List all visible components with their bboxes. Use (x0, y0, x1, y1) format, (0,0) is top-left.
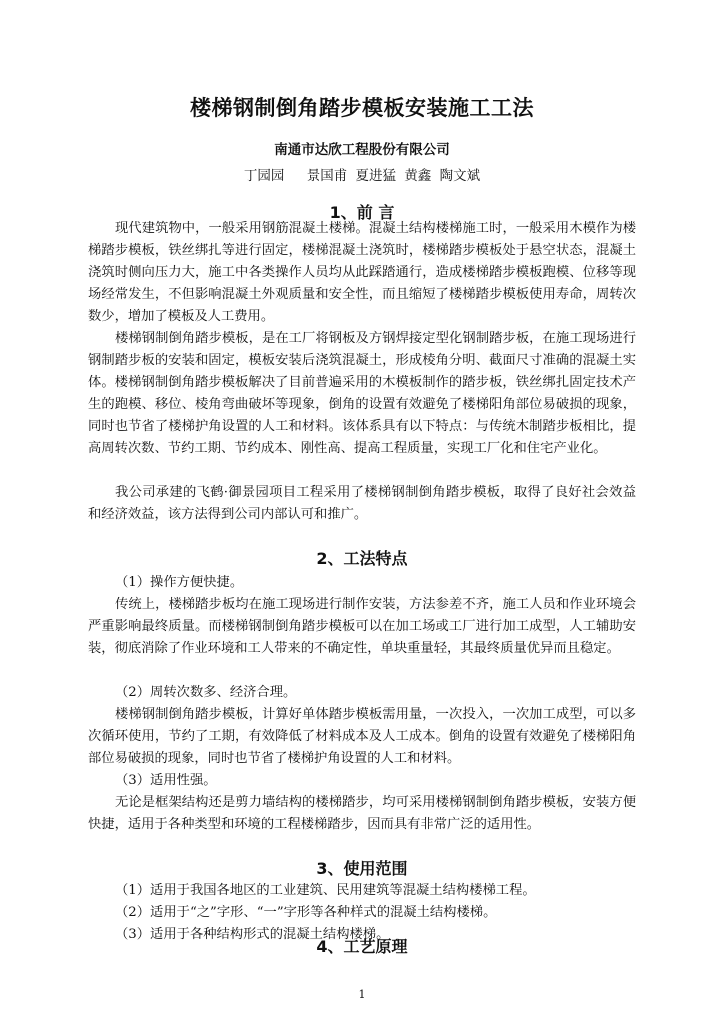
page-number: 1 (358, 988, 366, 1001)
paragraph: 我公司承建的飞鹤·御景园项目工程采用了楼梯钢制倒角踏步模板，取得了良好社会效益和经济效益，该方法得到公司内部认可和推广。 (88, 485, 636, 522)
section-heading-features: 2、工法特点 (316, 549, 408, 568)
paragraph: 传统上，楼梯踏步板均在施工现场进行制作安装，方法参差不齐，施工人员和作业环境会严重影响最终质量。而楼梯钢制倒角踏步模板可以在加工场或工厂进行加工成型，人工辅助安装，彻底消除了作业环境和工人带来的不确定性，单块重量轻，其最终质量优异而且稳定。 (88, 597, 636, 656)
list-item: （3）适用于各种结构形式的混凝土结构楼梯。 (115, 927, 390, 942)
paragraph: （1）操作方便快捷。 (115, 575, 244, 590)
section-heading-principle: 4、工艺原理 (316, 937, 408, 956)
author-name: 黄鑫 (404, 168, 432, 184)
author-list (0, 164, 724, 184)
section-heading-preface: 1、前 言 (329, 203, 395, 222)
paragraph: 现代建筑物中，一般采用钢筋混凝土楼梯。混凝土结构楼梯施工时，一般采用木模作为楼梯踏步模板，铁丝绑扎等进行固定，楼梯混凝土浇筑时，楼梯踏步模板处于悬空状态，混凝土浇筑时侧向压力大，施工中各类操作人员均从此踩踏通行，造成楼梯踏步模板跑模、位移等现场经常发生，不但影响混凝土外观质量和安全性，而且缩短了楼梯踏步模板使用寿命，周转次数少，增加了模板及人工费用。 (88, 221, 636, 324)
section-heading-scope: 3、使用范围 (316, 859, 408, 878)
author-name: 陶文斌 (439, 168, 481, 184)
company-name: 南通市达欣工程股份有限公司 (274, 142, 450, 158)
author-name: 夏进猛 (355, 168, 396, 184)
paragraph: 无论是框架结构还是剪力墙结构的楼梯踏步，均可采用楼梯钢制倒角踏步模板，安装方便快捷，适用于各种类型和环境的工程楼梯踏步，因而具有非常广泛的适用性。 (88, 795, 636, 832)
paragraph: 楼梯钢制倒角踏步模板，计算好单体踏步模板需用量，一次投入，一次加工成型，可以多次循环使用，节约了工期，有效降低了材料成本及人工成本。倒角的设置有效避免了楼梯阳角部位易破损的现象，同时也节省了楼梯护角设置的人工和材料。 (88, 707, 636, 766)
author-name: 景国甫 (306, 168, 348, 184)
paragraph: （2）周转次数多、经济合理。 (115, 685, 297, 700)
author-name: 丁园园 (243, 168, 285, 184)
paragraph: （3）适用性强。 (115, 773, 217, 788)
document-title: 楼梯钢制倒角踏步模板安装施工工法 (190, 96, 534, 120)
list-item: （1）适用于我国各地区的工业建筑、民用建筑等混凝土结构楼梯工程。 (115, 883, 536, 898)
list-item: （2）适用于“之”字形、“一”字形等各种样式的混凝土结构楼梯。 (115, 905, 497, 920)
paragraph: 楼梯钢制倒角踏步模板，是在工厂将钢板及方钢焊接定型化钢制踏步板，在施工现场进行钢制踏步板的安装和固定，模板安装后浇筑混凝土，形成棱角分明、截面尺寸准确的混凝土实体。楼梯钢制倒角踏步模板解决了目前普遍采用的木模板制作的踏步板，铁丝绑扎固定技术产生的跑模、移位、棱角弯曲破坏等现象，倒角的设置有效避免了楼梯阳角部位易破损的现象，同时也节省了楼梯护角设置的人工和材料。该体系具有以下特点：与传统木制踏步板相比，提高周转次数、节约工期、节约成本、刚性高、提高工程质量，实现工厂化和住宅产业化。 (88, 331, 636, 456)
